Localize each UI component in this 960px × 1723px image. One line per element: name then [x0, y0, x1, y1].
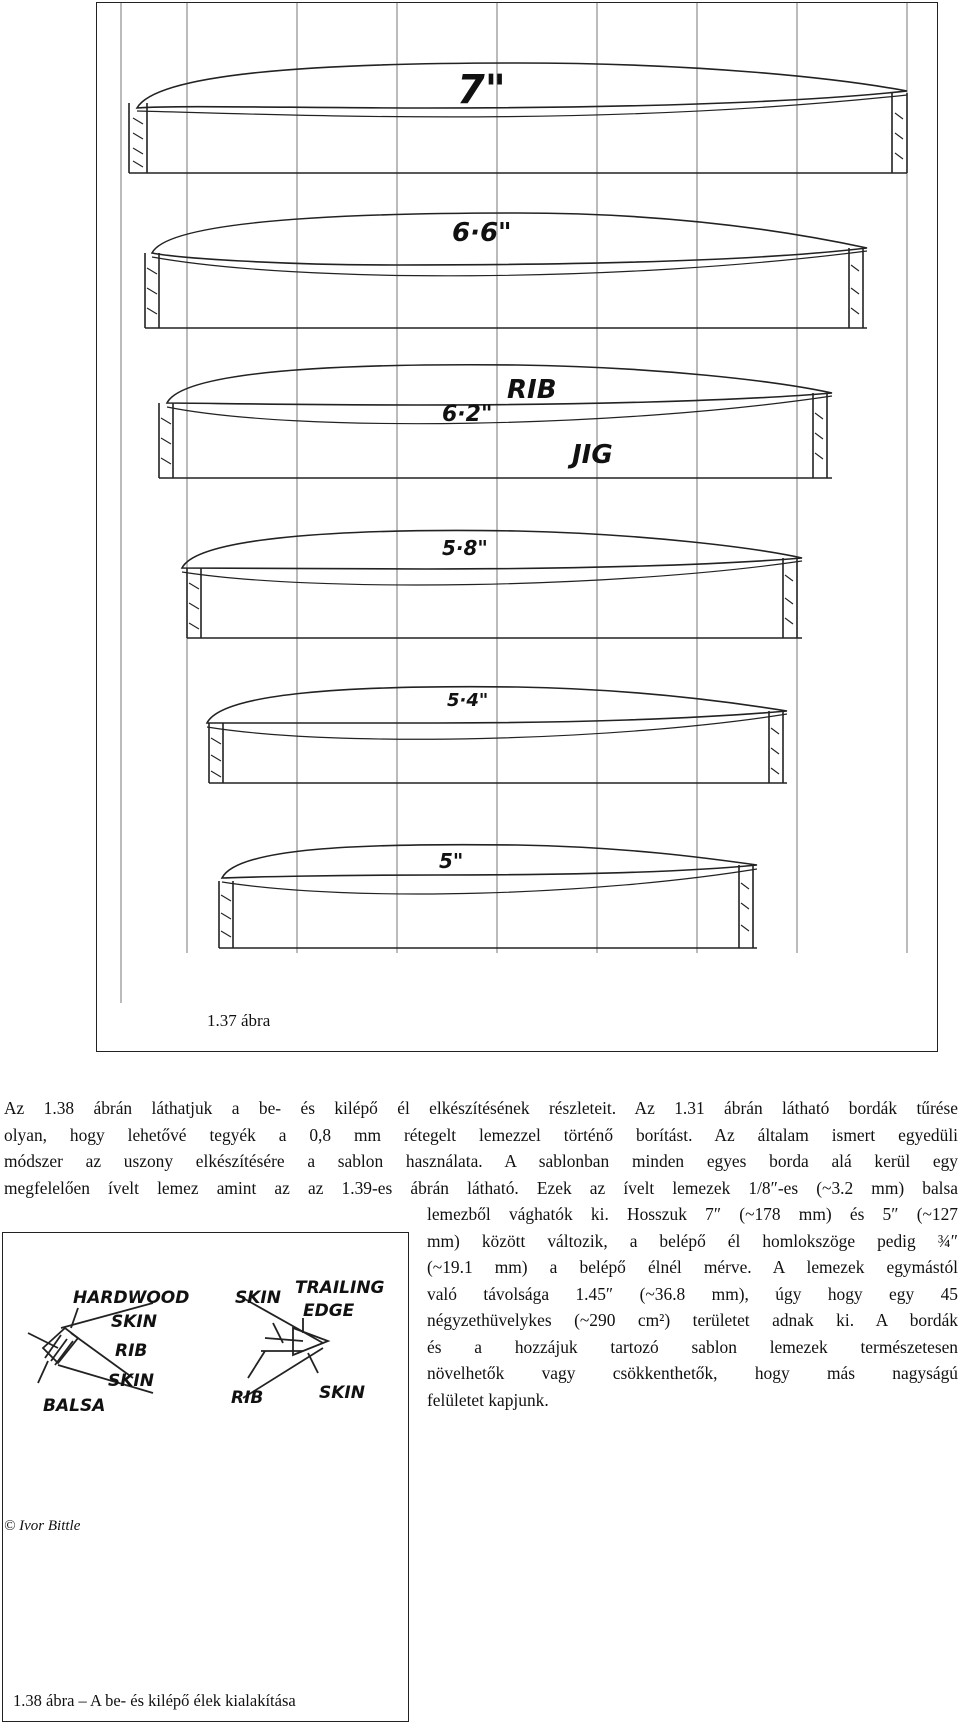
label-hardwood: HARDWOOD — [73, 1288, 190, 1308]
paragraph-line: és a hozzájuk tartozó sablon lemezek természetesen — [427, 1336, 958, 1357]
edge-sketch — [3, 1233, 410, 1723]
paragraph-line: négyzethüvelykes (~290 cm²) területet adnak ki. A bordák — [427, 1310, 958, 1330]
rib-label-6: 5" — [439, 849, 464, 873]
label-rib: RIB — [115, 1341, 148, 1361]
label-skin-bottom: SKIN — [108, 1371, 154, 1391]
rib-7-inch — [129, 63, 907, 173]
rib-5-8-inch — [182, 530, 802, 638]
annotation-jig: JIG — [572, 440, 613, 470]
rib-label-2: 6·6" — [452, 218, 512, 248]
label-rib-right: RIB — [231, 1388, 264, 1408]
paragraph-line: módszer az uszony elkészítésére a sablon használata. A sablonban minden egyes borda alá kerül egy — [4, 1151, 958, 1171]
figure-caption-1-38: 1.38 ábra – A be- és kilépő élek kialakítása — [13, 1691, 296, 1710]
figure-caption-1-37: 1.37 ábra — [207, 1011, 271, 1030]
rib-label-1: 7" — [457, 67, 506, 113]
paragraph-line: megfelelően ívelt lemez amint az az 1.39-es ábrán látható. Ezek az ívelt lemezek 1/8″-es (~3.2 mm) balsa — [4, 1177, 958, 1198]
label-edge: EDGE — [303, 1301, 355, 1321]
paragraph-line: lemezből vághatók ki. Hosszuk 7″ (~178 mm) és 5″ (~127 — [427, 1204, 958, 1224]
annotation-rib: RIB — [507, 375, 557, 405]
paragraph-line: olyan, hogy lehetővé tegyék a 0,8 mm rétegelt lemezzel történő borítást. Az általam ismert egyedüli — [4, 1124, 958, 1145]
paragraph-line: mm) között változik, a belépő él homlokszöge pedig ¾″ — [427, 1230, 958, 1251]
figure-1-37 — [96, 2, 938, 1052]
rib-label-3: 6·2" — [442, 402, 493, 427]
paragraph-line: növelhetők vagy csökkenthetők, hogy más nagyságú — [427, 1363, 958, 1383]
rib-label-4: 5·8" — [442, 536, 488, 560]
rib-label-5: 5·4" — [447, 690, 489, 711]
body-paragraph-full — [4, 1095, 958, 1201]
label-skin-top: SKIN — [111, 1312, 157, 1332]
rib-6-2-inch — [159, 365, 832, 478]
figure-1-38 — [2, 1232, 409, 1722]
body-paragraph-right — [427, 1201, 958, 1413]
rib-jig-drawing — [97, 3, 939, 1053]
label-skin-top-right: SKIN — [235, 1288, 281, 1308]
paragraph-line: felületet kapjunk. — [427, 1389, 549, 1410]
paragraph-line: Az 1.38 ábrán láthatjuk a be- és kilépő él elkészítésének részleteit. Az 1.31 ábrán látható bordák tűrése — [4, 1098, 958, 1118]
rib-5-inch — [219, 845, 757, 948]
label-skin-bottom-right: SKIN — [319, 1383, 365, 1403]
paragraph-line: (~19.1 mm) a belépő élnél mérve. A lemezek egymástól — [427, 1257, 958, 1277]
paragraph-line: való távolsága 1.45″ (~36.8 mm), úgy hogy egy 45 — [427, 1283, 958, 1304]
grid-lines — [121, 3, 907, 1003]
label-trailing: TRAILING — [295, 1278, 385, 1298]
label-balsa: BALSA — [43, 1396, 106, 1416]
copyright-footer: © Ivor Bittle — [4, 1518, 81, 1534]
